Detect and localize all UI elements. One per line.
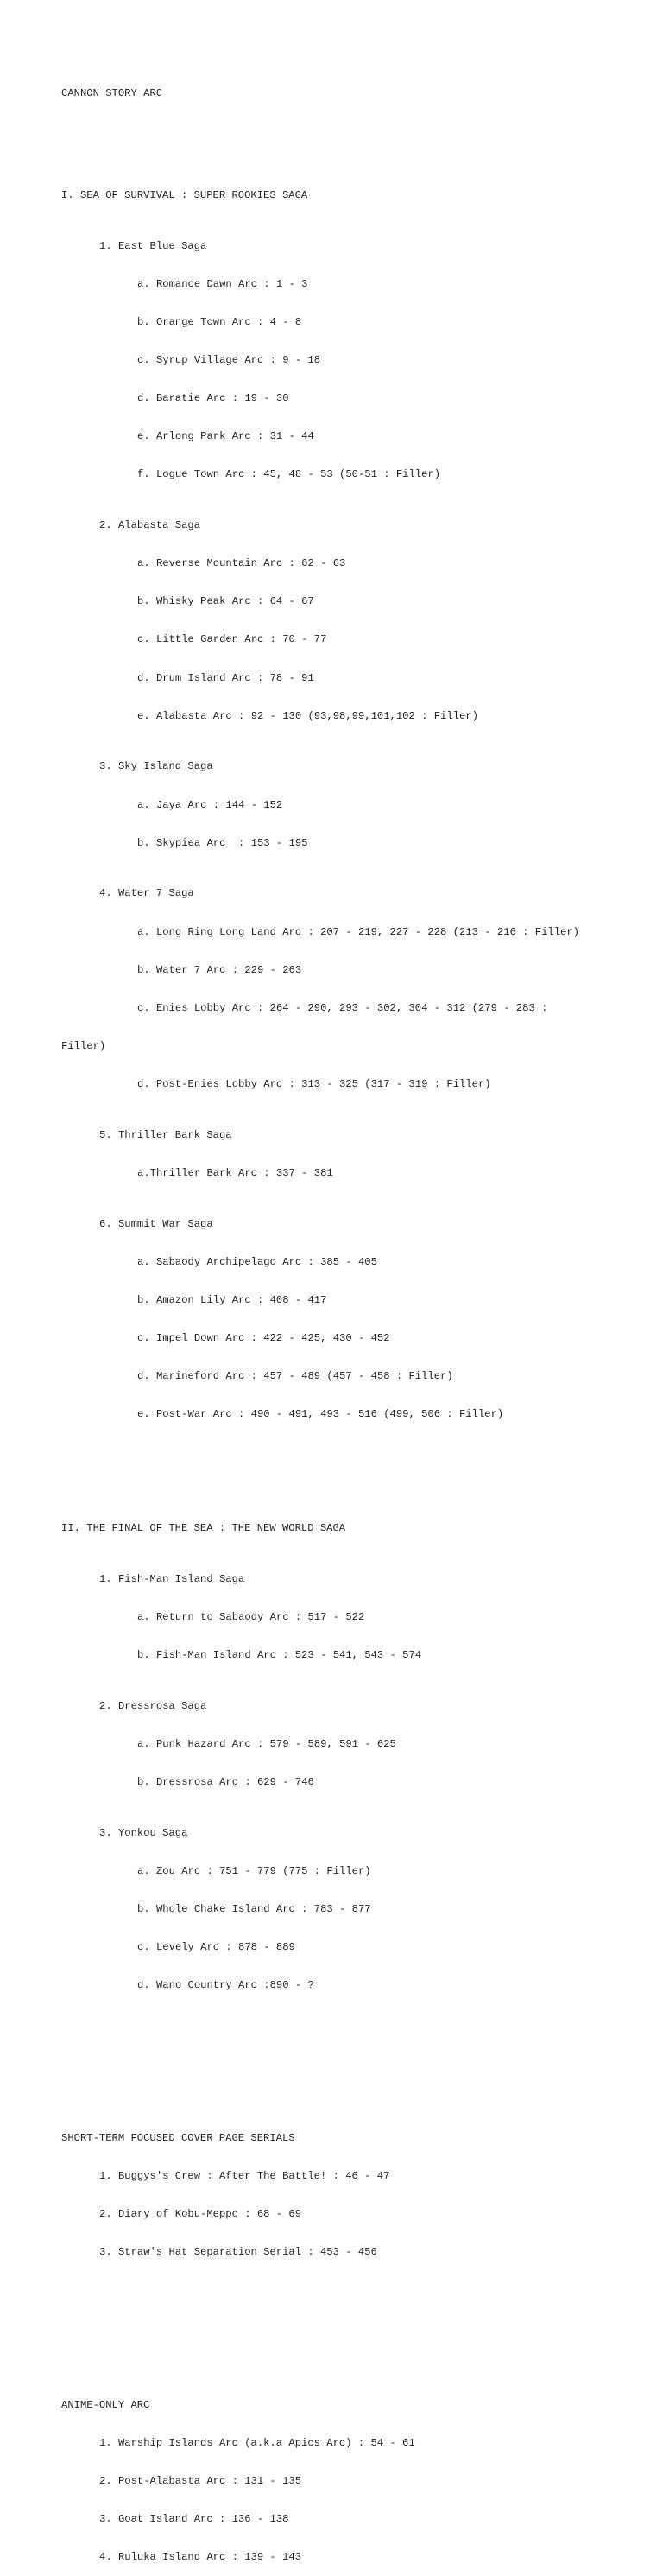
saga-heading: 3. Sky Island Saga — [99, 760, 213, 773]
arc-item: d. Wano Country Arc :890 - ? — [137, 1979, 314, 1992]
arc-item: e. Arlong Park Arc : 31 - 44 — [137, 430, 314, 443]
document-title: CANNON STORY ARC — [61, 87, 163, 100]
saga-heading: 2. Alabasta Saga — [99, 519, 201, 532]
arc-item: e. Post-War Arc : 490 - 491, 493 - 516 (499, 506 : Filler) — [137, 1408, 504, 1421]
blank-line — [61, 2297, 614, 2310]
saga-heading: 1. Fish-Man Island Saga — [99, 1573, 245, 1586]
arc-item: b. Whisky Peak Arc : 64 - 67 — [137, 595, 314, 608]
section-heading: SHORT-TERM FOCUSED COVER PAGE SERIALS — [61, 2131, 295, 2144]
saga-heading: 2. Dressrosa Saga — [99, 1700, 207, 1713]
anime-arc-item: 1. Warship Islands Arc (a.k.a Apics Arc) : 54 - 61 — [99, 2436, 415, 2449]
arc-item: d. Baratie Arc : 19 - 30 — [137, 392, 289, 405]
document-body — [61, 62, 614, 2576]
arc-item: a. Return to Sabaody Arc : 517 - 522 — [137, 1611, 365, 1624]
section-heading: ANIME-ONLY ARC — [61, 2398, 150, 2411]
arc-item: f. Logue Town Arc : 45, 48 - 53 (50-51 : Filler) — [137, 468, 441, 481]
anime-arc-item: 2. Post-Alabasta Arc : 131 - 135 — [99, 2474, 302, 2487]
arc-item: a. Punk Hazard Arc : 579 - 589, 591 - 625 — [137, 1738, 396, 1751]
saga-heading: 5. Thriller Bark Saga — [99, 1128, 232, 1141]
blank-line — [61, 126, 614, 139]
arc-item: c. Syrup Village Arc : 9 - 18 — [137, 354, 321, 367]
arc-item: b. Fish-Man Island Arc : 523 - 541, 543 - 574 — [137, 1649, 422, 1662]
anime-arc-item: 4. Ruluka Island Arc : 139 - 143 — [99, 2550, 302, 2563]
blank-line — [61, 1459, 614, 1472]
arc-item: c. Little Garden Arc : 70 - 77 — [137, 633, 327, 646]
serial-item: 2. Diary of Kobu-Meppo : 68 - 69 — [99, 2208, 302, 2221]
saga-heading: 4. Water 7 Saga — [99, 887, 194, 900]
arc-item: a. Jaya Arc : 144 - 152 — [137, 798, 283, 811]
arc-item: c. Levely Arc : 878 - 889 — [137, 1941, 295, 1954]
anime-arc-item: 3. Goat Island Arc : 136 - 138 — [99, 2512, 289, 2525]
arc-item: d. Marineford Arc : 457 - 489 (457 - 458 : Filler) — [137, 1369, 453, 1382]
arc-item: a. Long Ring Long Land Arc : 207 - 219, 227 - 228 (213 - 216 : Filler) — [137, 925, 579, 938]
arc-item: c. Impel Down Arc : 422 - 425, 430 - 452 — [137, 1331, 390, 1344]
arc-item: e. Alabasta Arc : 92 - 130 (93,98,99,101,102 : Filler) — [137, 709, 478, 722]
serial-item: 1. Buggys's Crew : After The Battle! : 46 - 47 — [99, 2169, 390, 2182]
arc-item: d. Post-Enies Lobby Arc : 313 - 325 (317 - 319 : Filler) — [137, 1077, 491, 1090]
saga-heading: 1. East Blue Saga — [99, 239, 207, 252]
part-heading: II. THE FINAL OF THE SEA : THE NEW WORLD SAGA — [61, 1522, 346, 1535]
arc-item: b. Water 7 Arc : 229 - 263 — [137, 963, 302, 976]
arc-item-wrap: Filler) — [61, 1039, 106, 1052]
blank-line — [61, 2068, 614, 2081]
arc-item: a. Reverse Mountain Arc : 62 - 63 — [137, 557, 346, 570]
part-heading: I. SEA OF SURVIVAL : SUPER ROOKIES SAGA — [61, 189, 308, 201]
arc-item: b. Dressrosa Arc : 629 - 746 — [137, 1776, 314, 1789]
arc-item: c. Enies Lobby Arc : 264 - 290, 293 - 302, 304 - 312 (279 - 283 : — [137, 1001, 548, 1014]
arc-item: b. Amazon Lily Arc : 408 - 417 — [137, 1293, 327, 1306]
saga-heading: 6. Summit War Saga — [99, 1217, 213, 1230]
saga-heading: 3. Yonkou Saga — [99, 1827, 188, 1840]
arc-item: a. Romance Dawn Arc : 1 - 3 — [137, 277, 308, 290]
arc-item: b. Whole Chake Island Arc : 783 - 877 — [137, 1903, 371, 1916]
blank-line — [61, 2335, 614, 2348]
arc-item: d. Drum Island Arc : 78 - 91 — [137, 671, 314, 684]
arc-item: b. Orange Town Arc : 4 - 8 — [137, 315, 302, 328]
arc-item: a. Sabaody Archipelago Arc : 385 - 405 — [137, 1255, 377, 1268]
blank-line — [61, 2030, 614, 2043]
serial-item: 3. Straw's Hat Separation Serial : 453 - 456 — [99, 2246, 377, 2259]
arc-item: b. Skypiea Arc : 153 - 195 — [137, 836, 308, 849]
arc-item: a.Thriller Bark Arc : 337 - 381 — [137, 1166, 333, 1179]
arc-item: a. Zou Arc : 751 - 779 (775 : Filler) — [137, 1865, 371, 1878]
